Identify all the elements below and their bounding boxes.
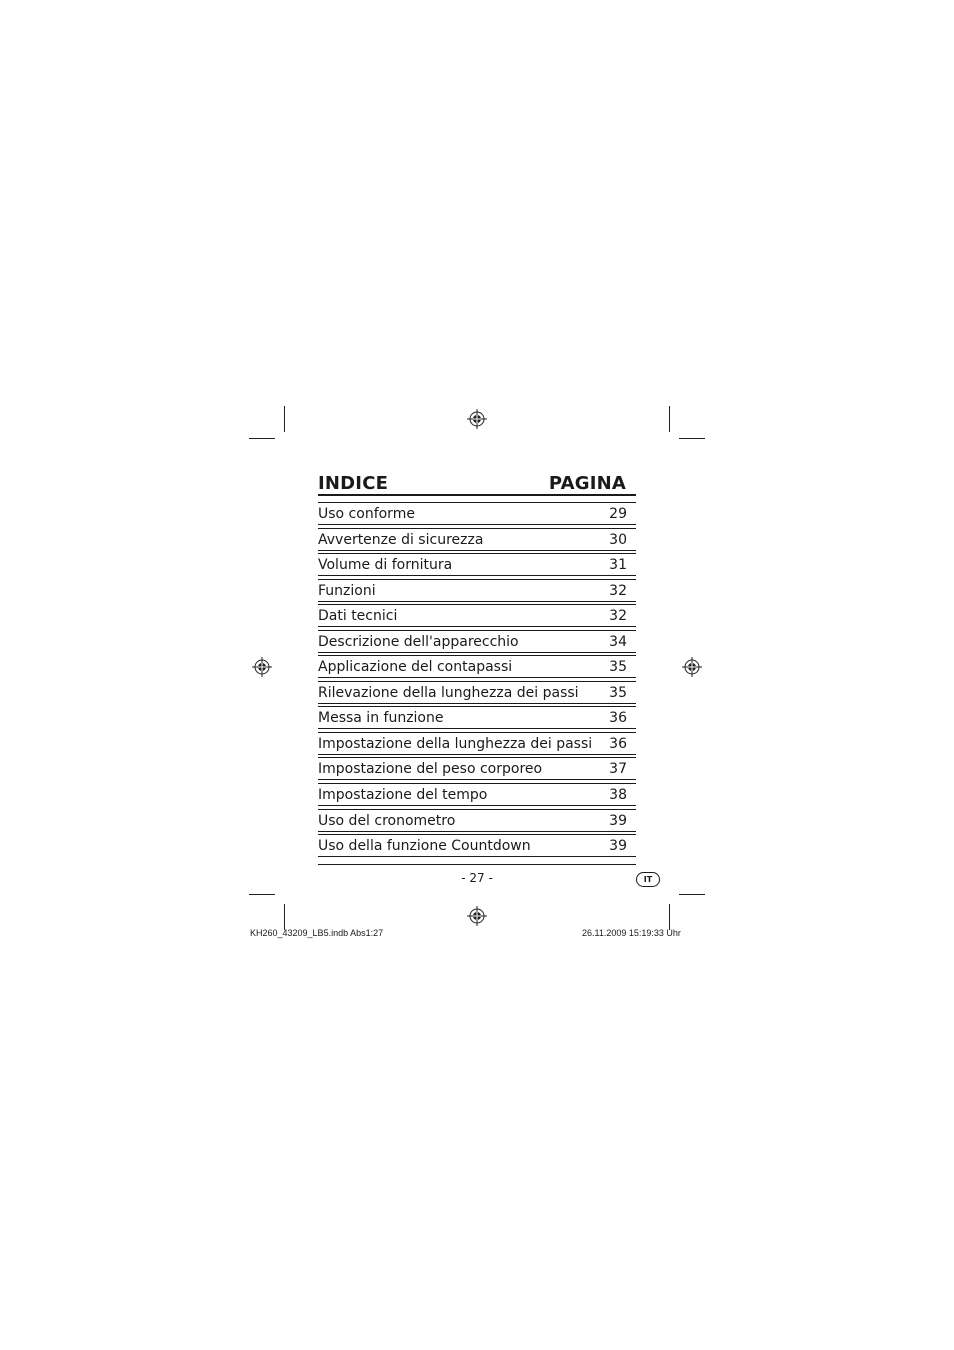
toc-entries bbox=[318, 502, 636, 857]
toc-entry-label: Rilevazione della lunghezza dei passi bbox=[318, 684, 579, 701]
toc-entry bbox=[318, 757, 636, 780]
toc-entry-label: Uso del cronometro bbox=[318, 812, 456, 829]
crop-mark bbox=[249, 894, 275, 895]
toc-entry-page: 37 bbox=[609, 761, 627, 778]
toc-entry-page: 32 bbox=[609, 608, 627, 625]
registration-mark-icon bbox=[467, 906, 487, 926]
toc-entry bbox=[318, 579, 636, 602]
toc-entry-page: 35 bbox=[609, 684, 627, 701]
toc-entry-label: Impostazione del peso corporeo bbox=[318, 761, 543, 778]
toc-entry-page: 35 bbox=[609, 659, 627, 676]
toc-entry-label: Funzioni bbox=[318, 582, 376, 599]
toc-entry-page: 36 bbox=[609, 735, 627, 752]
toc-entry-page: 31 bbox=[609, 557, 627, 574]
language-badge: IT bbox=[636, 872, 660, 887]
toc-entry bbox=[318, 604, 636, 627]
toc-entry bbox=[318, 553, 636, 576]
slug-timestamp: 26.11.2009 15:19:33 Uhr bbox=[582, 928, 681, 938]
crop-mark bbox=[679, 894, 705, 895]
toc-entry-label: Impostazione del tempo bbox=[318, 787, 488, 804]
table-of-contents bbox=[318, 470, 636, 860]
toc-entry-label: Messa in funzione bbox=[318, 710, 444, 727]
crop-mark bbox=[284, 406, 285, 432]
toc-title: INDICE bbox=[318, 473, 389, 494]
toc-entry bbox=[318, 528, 636, 551]
toc-entry bbox=[318, 630, 636, 653]
crop-mark bbox=[284, 904, 285, 930]
toc-entry-label: Descrizione dell'apparecchio bbox=[318, 633, 519, 650]
toc-entry-page: 39 bbox=[609, 812, 627, 829]
crop-mark bbox=[249, 438, 275, 439]
toc-entry bbox=[318, 681, 636, 704]
toc-entry-page: 30 bbox=[609, 531, 627, 548]
crop-mark bbox=[669, 406, 670, 432]
toc-entry bbox=[318, 502, 636, 525]
registration-mark-icon bbox=[682, 657, 702, 677]
slug-file-info: KH260_43209_LB5.indb Abs1:27 bbox=[250, 928, 384, 938]
toc-entry bbox=[318, 732, 636, 755]
toc-entry-label: Uso della funzione Countdown bbox=[318, 838, 531, 855]
footer-divider bbox=[318, 864, 636, 865]
toc-entry bbox=[318, 706, 636, 729]
crop-mark bbox=[679, 438, 705, 439]
toc-entry bbox=[318, 655, 636, 678]
toc-entry-label: Applicazione del contapassi bbox=[318, 659, 513, 676]
toc-entry-label: Avvertenze di sicurezza bbox=[318, 531, 484, 548]
registration-mark-icon bbox=[252, 657, 272, 677]
toc-entry-page: 32 bbox=[609, 582, 627, 599]
toc-entry-page: 39 bbox=[609, 838, 627, 855]
toc-entry-page: 38 bbox=[609, 787, 627, 804]
toc-entry-label: Volume di fornitura bbox=[318, 557, 453, 574]
toc-entry bbox=[318, 783, 636, 806]
toc-entry bbox=[318, 834, 636, 857]
registration-mark-icon bbox=[467, 409, 487, 429]
toc-entry-page: 34 bbox=[609, 633, 627, 650]
toc-entry-label: Dati tecnici bbox=[318, 608, 398, 625]
toc-entry-page: 36 bbox=[609, 710, 627, 727]
toc-entry-label: Impostazione della lunghezza dei passi bbox=[318, 735, 593, 752]
toc-entry-page: 29 bbox=[609, 506, 627, 522]
toc-entry-label: Uso conforme bbox=[318, 506, 415, 522]
toc-entry bbox=[318, 809, 636, 832]
toc-header bbox=[318, 470, 636, 496]
page-number: - 27 - bbox=[461, 871, 493, 885]
toc-page-header: PAGINA bbox=[548, 473, 626, 494]
crop-mark bbox=[669, 904, 670, 930]
